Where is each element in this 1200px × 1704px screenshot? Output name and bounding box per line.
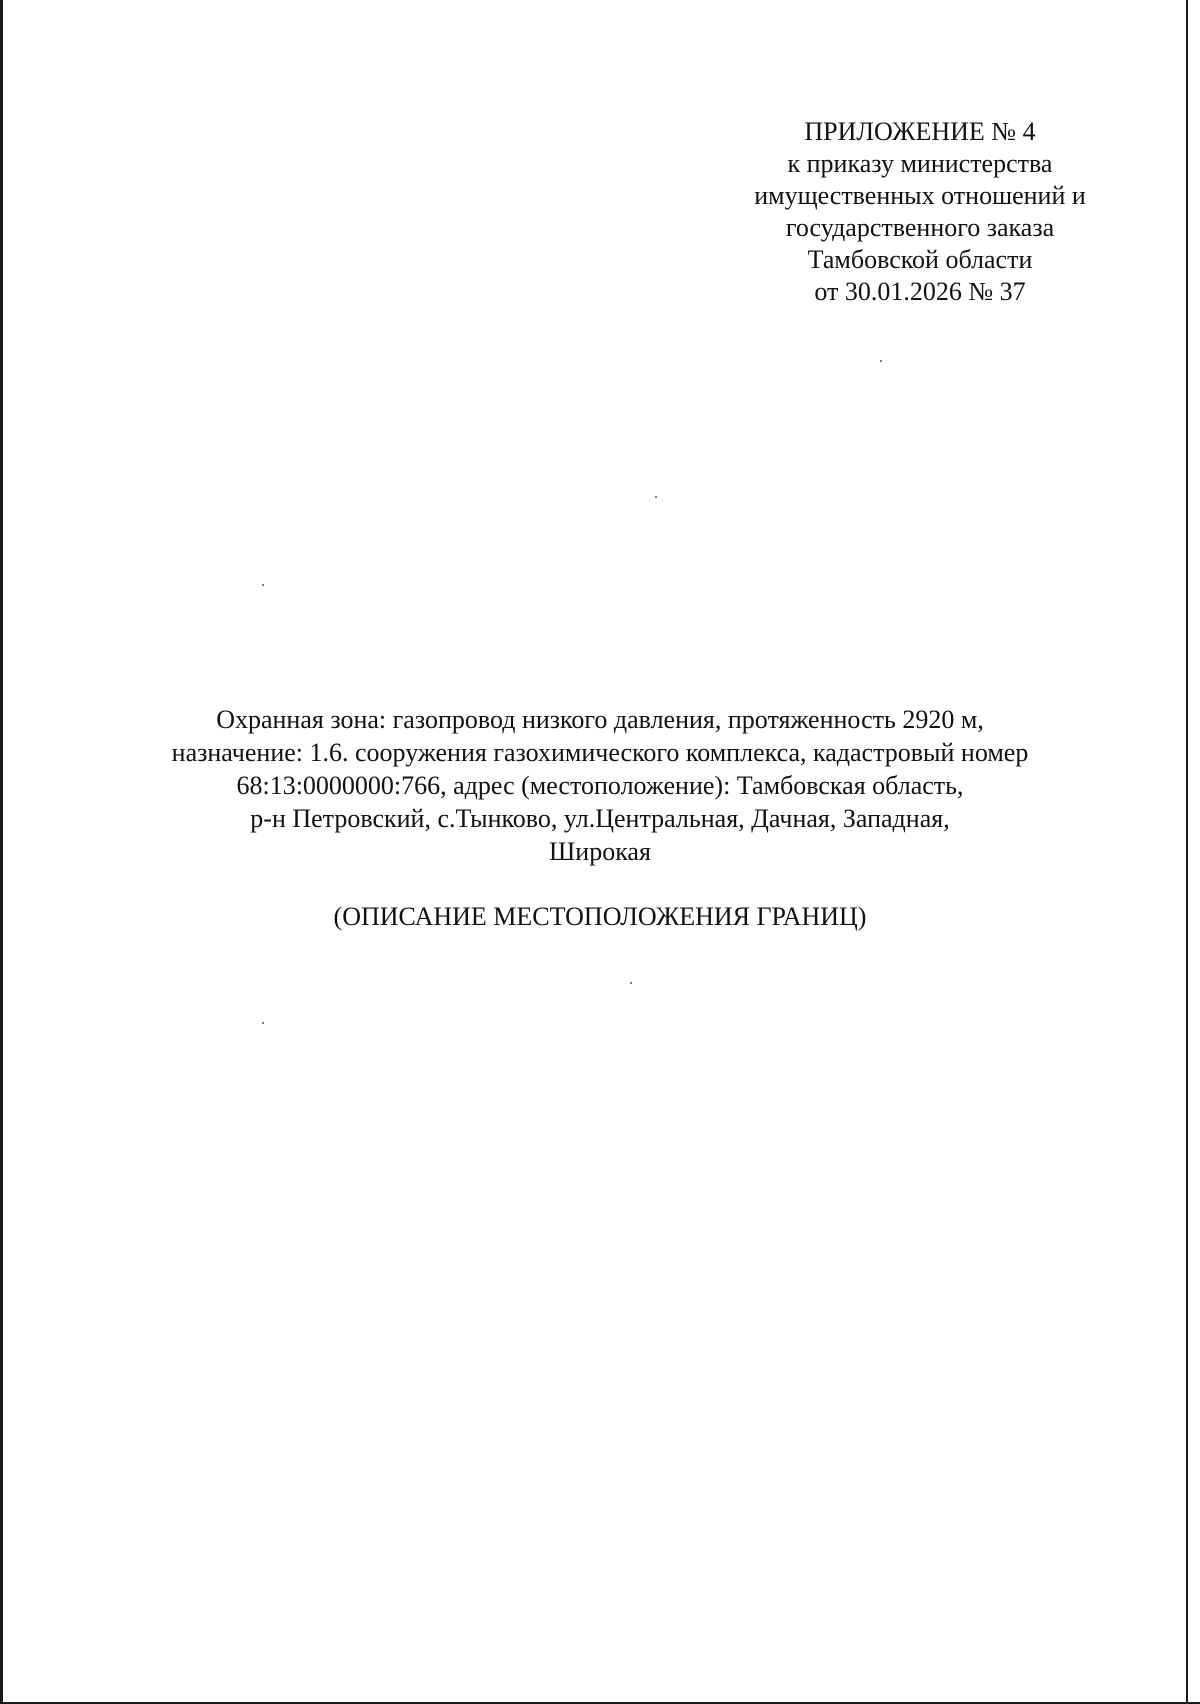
appendix-line: государственного заказа (785, 213, 1055, 242)
zone-line: 68:13:0000000:766, адрес (местоположение): Тамбовская область, (236, 771, 964, 800)
zone-line: Широкая (549, 837, 651, 866)
scan-speck (655, 496, 657, 498)
zone-description (130, 703, 1070, 868)
appendix-line: к приказу министерства (787, 149, 1053, 178)
scan-speck (262, 1022, 264, 1024)
appendix-header (700, 116, 1140, 308)
appendix-title: ПРИЛОЖЕНИЕ № 4 (804, 117, 1036, 146)
scan-speck (262, 584, 264, 586)
scan-speck (630, 982, 632, 984)
scan-edge-left (0, 0, 3, 1704)
appendix-line: Тамбовской области (807, 245, 1033, 274)
scan-speck (880, 360, 882, 362)
document-subtitle: (ОПИСАНИЕ МЕСТОПОЛОЖЕНИЯ ГРАНИЦ) (333, 902, 867, 931)
zone-line: р-н Петровский, с.Тынково, ул.Центральная, Дачная, Западная, (250, 804, 950, 833)
appendix-date-number: от 30.01.2026 № 37 (814, 277, 1026, 306)
zone-line: Охранная зона: газопровод низкого давления, протяженность 2920 м, (216, 705, 984, 734)
scan-edge-right (1186, 0, 1188, 1704)
appendix-line: имущественных отношений и (754, 181, 1086, 210)
zone-line: назначение: 1.6. сооружения газохимического комплекса, кадастровый номер (171, 738, 1029, 767)
